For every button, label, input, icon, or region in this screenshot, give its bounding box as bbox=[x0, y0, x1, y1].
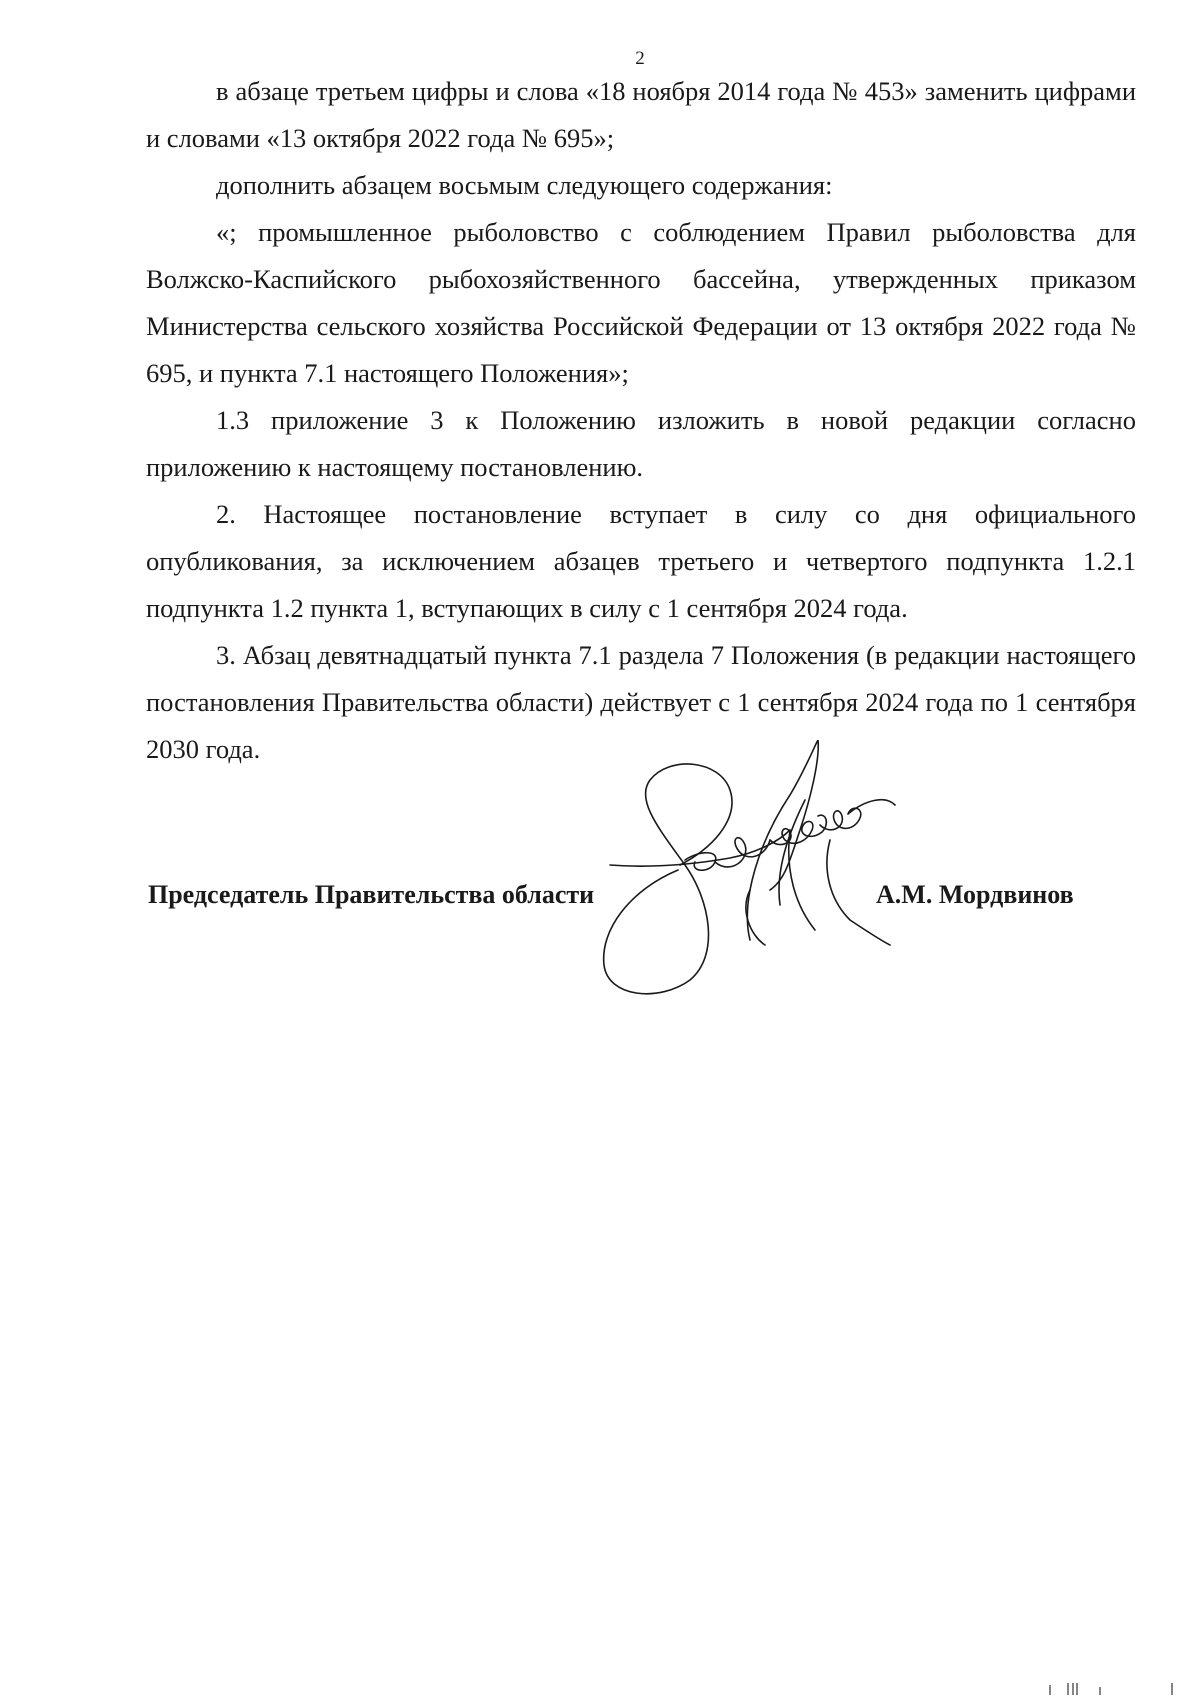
page-number: 2 bbox=[635, 48, 645, 69]
signer-name: А.М. Мордвинов bbox=[876, 880, 1074, 909]
signer-position: Председатель Правительства области bbox=[148, 880, 595, 909]
document-body bbox=[146, 68, 1136, 773]
paragraph-industrial-fishing: «; промышленное рыболовство с соблюдением Правил рыболовства для Волжско-Каспийского рыбохозяйственного бассейна, утвержденных приказом Министерства сельского хозяйства Российской Федерации от 13 октября 2022 года № 695, и пункта 7.1 настоящего Положения»; bbox=[146, 217, 1136, 388]
paragraph-effective-date: 2. Настоящее постановление вступает в силу со дня официального опубликования, за исключением абзацев третьего и четвертого подпункта 1.2.1 подпункта 1.2 пункта 1, вступающих в силу с 1 сентября 2024 года. bbox=[146, 499, 1136, 623]
signature-block bbox=[148, 870, 1138, 930]
paragraph-nineteenth-abzac: 3. Абзац девятнадцатый пункта 7.1 раздела 7 Положения (в редакции настоящего постановления Правительства области) действует с 1 сентября 2024 года по 1 сентября 2030 года. bbox=[146, 640, 1136, 764]
paragraph-appendix-3: 1.3 приложение 3 к Положению изложить в новой редакции согласно приложению к настоящему постановлению. bbox=[146, 405, 1136, 482]
paragraph-add-eighth: дополнить абзацем восьмым следующего содержания: bbox=[216, 170, 833, 200]
paragraph-amend-date: в абзаце третьем цифры и слова «18 ноября 2014 года № 453» заменить цифрами и словами «13 октября 2022 года № 695»; bbox=[146, 76, 1136, 153]
scan-artifact-marks bbox=[1040, 1681, 1180, 1695]
